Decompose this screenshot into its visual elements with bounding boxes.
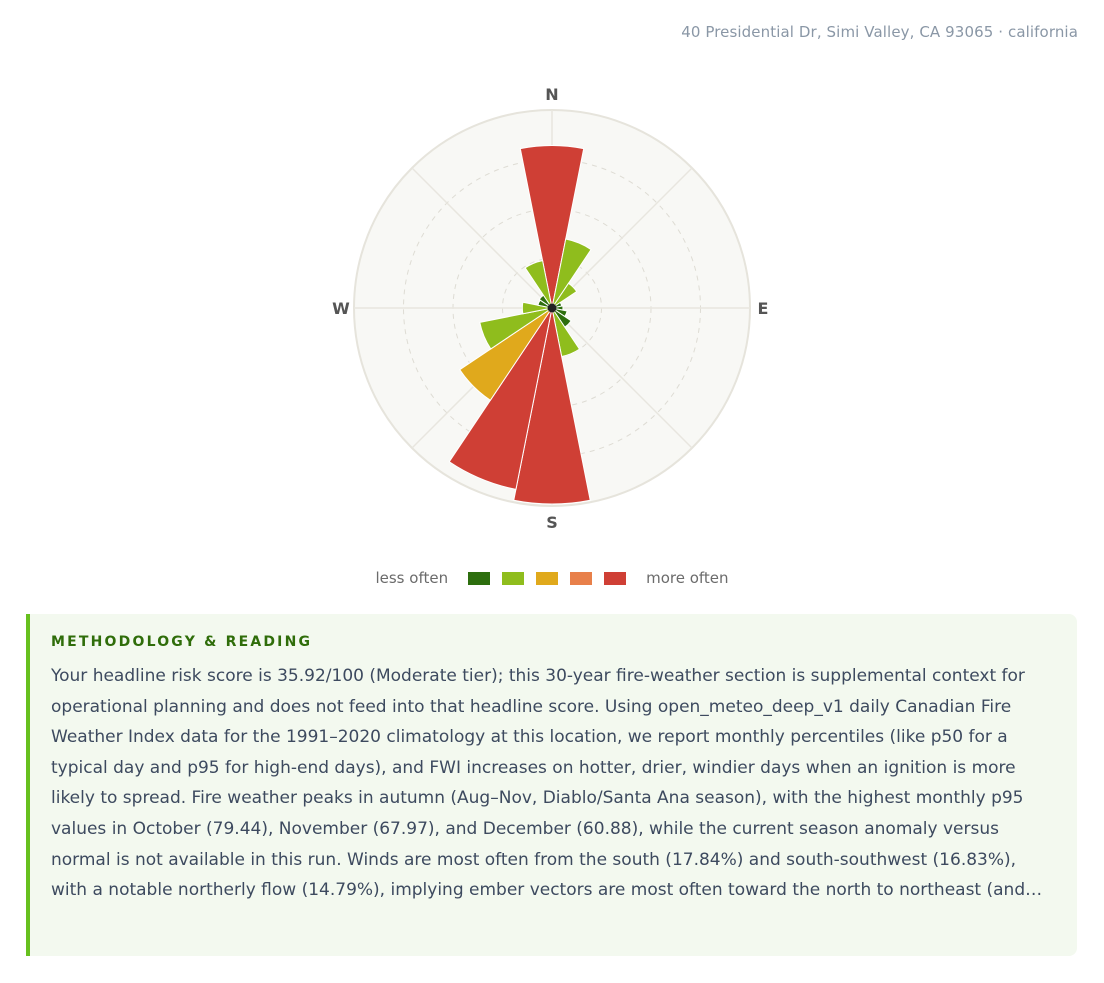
methodology-panel bbox=[26, 614, 1077, 956]
cardinal-label-s: S bbox=[546, 513, 558, 532]
address-label: 40 Presidential Dr, Simi Valley, CA 93065 · california bbox=[681, 23, 1078, 41]
rose-hub bbox=[548, 304, 557, 313]
legend-more-label: more often bbox=[646, 569, 729, 587]
cardinal-label-e: E bbox=[757, 299, 769, 318]
legend-swatch-2 bbox=[502, 572, 524, 585]
methodology-body: Your headline risk score is 35.92/100 (Moderate tier); this 30-year fire-weather section is supplemental context for operational planning and does not feed into that headline score. Using open_meteo_deep_v1 daily Canadian Fire Weather Index data for the 1991–2020 climatology at this location, we report monthly percentiles (like p50 for a typical day and p95 for high-end days), and FWI increases on hotter, drier, windier days when an ignition is more likely to spread. Fire weather peaks in autumn (Aug–Nov, Diablo/Santa Ana season), with the highest monthly p95 values in October (79.44), November (67.97), and December (60.88), while the current season anomaly versus normal is not available in this run. Winds are most often from the south (17.84%) and south-southwest (16.83%), with a notable northerly flow (14.79%), implying ember vectors are most often toward the north to northeast (and… bbox=[51, 666, 1043, 901]
cardinal-label-n: N bbox=[545, 85, 559, 104]
legend-swatch-4 bbox=[570, 572, 592, 585]
legend-swatch-3 bbox=[536, 572, 558, 585]
legend-less-label: less often bbox=[375, 569, 449, 587]
legend-swatch-1 bbox=[468, 572, 490, 585]
cardinal-label-w: W bbox=[332, 299, 350, 318]
frequency-legend bbox=[0, 569, 1104, 587]
legend-swatch-5 bbox=[604, 572, 626, 585]
methodology-heading: METHODOLOGY & READING bbox=[51, 634, 313, 650]
